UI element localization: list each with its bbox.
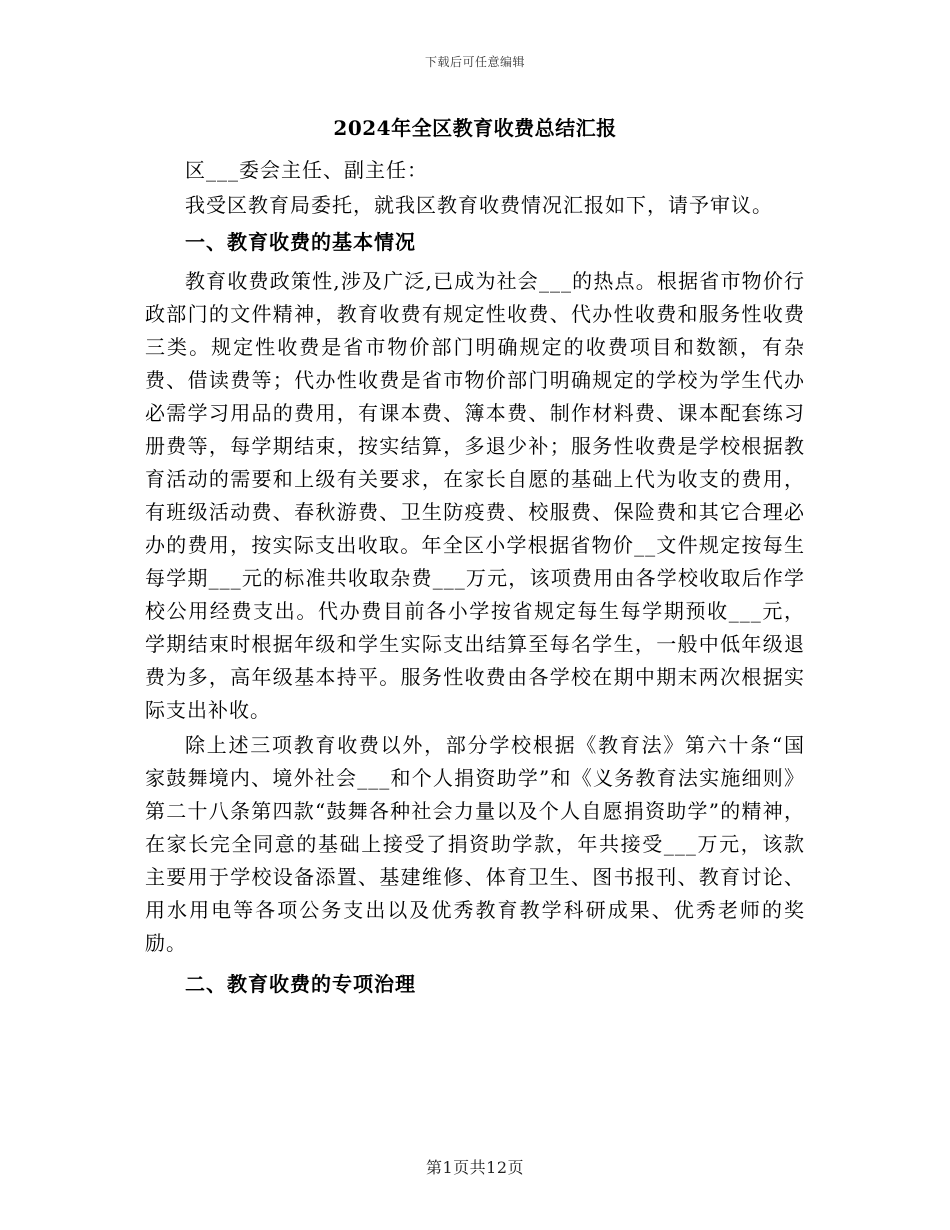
document-body bbox=[145, 108, 805, 1007]
header-note: 下载后可任意编辑 bbox=[424, 55, 525, 69]
intro-paragraph: 我受区教育局委托，就我区教育收费情况汇报如下，请予审议。 bbox=[185, 193, 773, 217]
section1-paragraph-1: 教育收费政策性,涉及广泛,已成为社会___的热点。根据省市物价行政部门的文件精神，教育收费有规定性收费、代办性收费和服务性收费三类。规定性收费是省市物价部门明确规定的收费项目和数额，有杂费、借读费等；代办性收费是省市物价部门明确规定的学校为学生代办必需学习用品的费用，有课本费、簿本费、制作材料费、课本配套练习册费等，每学期结束，按实结算，多退少补；服务性收费是学校根据教育活动的需要和上级有关要求，在家长自愿的基础上代为收支的费用，有班级活动费、春秋游费、卫生防疫费、校服费、保险费和其它合理必办的费用，按实际支出收取。年全区小学根据省物价__文件规定按每生每学期___元的标准共收取杂费___万元，该项费用由各学校收取后作学校公用经费支出。代办费目前各小学按省规定每生每学期预收___元，学期结束时根据年级和学生实际支出结算至每名学生，一般中低年级退费为多，高年级基本持平。服务性收费由各学校在期中期末两次根据实际支出补收。 bbox=[145, 269, 805, 722]
section-heading-special-governance: 二、教育收费的专项治理 bbox=[185, 972, 416, 996]
document-title: 2024年全区教育收费总结汇报 bbox=[333, 116, 617, 140]
section1-paragraph-2: 除上述三项教育收费以外，部分学校根据《教育法》第六十条“国家鼓舞境内、境外社会___和个人捐资助学”和《义务教育法实施细则》第二十八条第四款“鼓舞各种社会力量以及个人自愿捐资助学”的精神，在家长完全同意的基础上接受了捐资助学款，年共接受___万元，该款主要用于学校设备添置、基建维修、体育卫生、图书报刊、教育讨论、用水用电等各项公务支出以及优秀教育教学科研成果、优秀老师的奖励。 bbox=[145, 733, 805, 955]
page-number: 第1页共12页 bbox=[425, 1158, 525, 1177]
salutation: 区___委会主任、副主任： bbox=[185, 158, 428, 182]
section-heading-basic-situation: 一、教育收费的基本情况 bbox=[185, 230, 416, 254]
